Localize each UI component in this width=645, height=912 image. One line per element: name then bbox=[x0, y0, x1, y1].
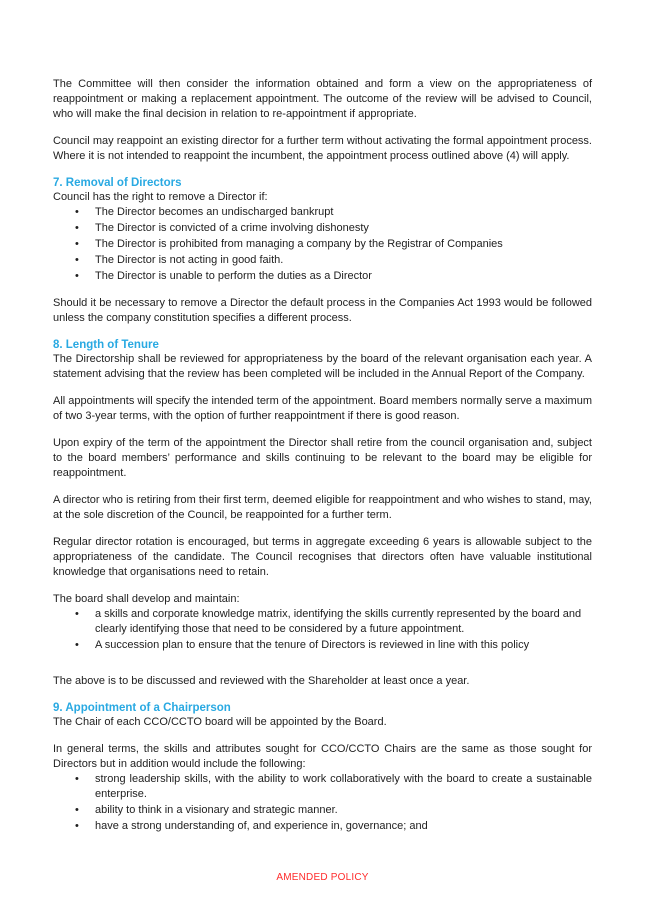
paragraph: In general terms, the skills and attributes sought for CCO/CCTO Chairs are the same as those sought for Directors but in addition would include the following: bbox=[53, 743, 592, 770]
bullet-item: • have a strong understanding of, and experience in, governance; and bbox=[53, 819, 592, 834]
paragraph: Regular director rotation is encouraged, but terms in aggregate exceeding 6 years is allowable subject to the appropriateness of the candidate. The Council recognises that directors often have valuable institutional knowledge that organisations need to retain. bbox=[53, 536, 592, 578]
paragraph: The Chair of each CCO/CCTO board will be appointed by the Board. bbox=[53, 716, 387, 728]
paragraph: Council has the right to remove a Director if: bbox=[53, 191, 268, 203]
bullet-item: • The Director is not acting in good faith. bbox=[53, 253, 592, 268]
paragraph: The Directorship shall be reviewed for appropriateness by the board of the relevant organisation each year. A statement advising that the review has been completed will be included in the Annual Report of the Company. bbox=[53, 353, 592, 380]
bullet-list bbox=[53, 607, 592, 653]
paragraph: The above is to be discussed and reviewed with the Shareholder at least once a year. bbox=[53, 675, 470, 687]
paragraph: The Committee will then consider the information obtained and form a view on the appropriateness of reappointment or making a replacement appointment. The outcome of the review will be advised to Council, who will make the final decision in relation to re-appointment if appropriate. bbox=[53, 78, 592, 120]
bullet-item: • The Director is prohibited from managing a company by the Registrar of Companies bbox=[53, 237, 592, 252]
section-heading: 7. Removal of Directors bbox=[53, 177, 182, 189]
bullet-item: • a skills and corporate knowledge matrix, identifying the skills currently represented by the board and clearly identifying those that need to be considered by a future appointment. bbox=[53, 607, 592, 637]
bullet-list bbox=[53, 205, 592, 284]
spacer bbox=[53, 665, 592, 674]
section-heading: 9. Appointment of a Chairperson bbox=[53, 702, 231, 714]
paragraph: A director who is retiring from their first term, deemed eligible for reappointment and who wishes to stand, may, at the sole discretion of the Council, be reappointed for a further term. bbox=[53, 494, 592, 521]
bullet-item: • ability to think in a visionary and strategic manner. bbox=[53, 803, 592, 818]
bullet-item: • The Director becomes an undischarged bankrupt bbox=[53, 205, 592, 220]
paragraph: All appointments will specify the intended term of the appointment. Board members normally serve a maximum of two 3-year terms, with the option of further reappointment if there is good reason. bbox=[53, 395, 592, 422]
paragraph: Should it be necessary to remove a Director the default process in the Companies Act 1993 would be followed unless the company constitution specifies a different process. bbox=[53, 297, 592, 324]
document-content bbox=[53, 77, 592, 846]
section-heading: 8. Length of Tenure bbox=[53, 339, 159, 351]
bullet-item: • strong leadership skills, with the ability to work collaboratively with the board to create a sustainable enterprise. bbox=[53, 772, 592, 802]
bullet-list bbox=[53, 772, 592, 834]
bullet-item: • The Director is unable to perform the duties as a Director bbox=[53, 269, 592, 284]
paragraph: Council may reappoint an existing director for a further term without activating the formal appointment process. Where it is not intended to reappoint the incumbent, the appointment process outlined above (4) will apply. bbox=[53, 135, 592, 162]
paragraph: The board shall develop and maintain: bbox=[53, 593, 240, 605]
footer-amended-policy-label: AMENDED POLICY bbox=[276, 872, 369, 883]
paragraph: Upon expiry of the term of the appointment the Director shall retire from the council organisation and, subject to the board members’ performance and skills continuing to be relevant to the board may be eligible for reappointment. bbox=[53, 437, 592, 479]
bullet-item: • A succession plan to ensure that the tenure of Directors is reviewed in line with this policy bbox=[53, 638, 592, 653]
bullet-item: • The Director is convicted of a crime involving dishonesty bbox=[53, 221, 592, 236]
